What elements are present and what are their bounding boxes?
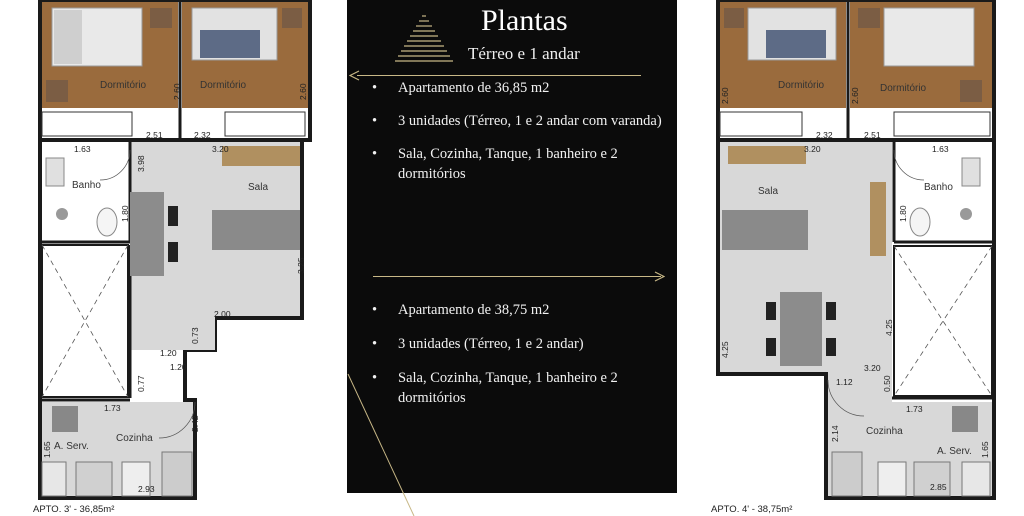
room-label-laundry: A. Serv.: [937, 446, 972, 457]
dimension: 4.25: [884, 319, 894, 336]
bullet-icon: •: [372, 80, 378, 96]
bullet-icon: •: [372, 113, 378, 129]
dimension: 3.25: [296, 257, 306, 274]
dimension: 3.98: [136, 155, 146, 172]
dimension: 1.80: [898, 205, 908, 222]
dimension: 2.60: [850, 87, 860, 104]
floor-plan-drawing: [708, 0, 1008, 516]
divider-arrow-right: [373, 276, 661, 277]
dimension: 1.80: [120, 205, 130, 222]
dimension: 2.14: [830, 425, 840, 442]
list-item: • 3 unidades (Térreo, 1 e 2 andar): [372, 336, 584, 352]
dimension: 2.42: [190, 415, 200, 432]
dimension: 0.50: [882, 375, 892, 392]
room-label-bedroom: Dormitório: [778, 80, 825, 91]
dimension: 3.20: [864, 363, 881, 373]
dimension: 1.73: [104, 403, 121, 413]
room-label-kitchen: Cozinha: [866, 426, 903, 437]
dimension: 1.65: [980, 441, 990, 458]
room-label-bath: Banho: [924, 182, 953, 193]
floor-plan-apto-3: [30, 0, 330, 516]
dimension: 1.73: [906, 404, 923, 414]
dimension: 2.60: [298, 83, 308, 100]
pointer-line: [340, 370, 430, 516]
dimension: 2.60: [172, 83, 182, 100]
panel-title: Plantas: [481, 4, 568, 37]
bullet-icon: •: [372, 146, 378, 162]
plan-caption: APTO. 4' - 38,75m²: [711, 504, 793, 515]
panel-subtitle: Térreo e 1 andar: [468, 44, 580, 63]
dimension: 3.20: [804, 144, 821, 154]
list-item: • Apartamento de 36,85 m2: [372, 80, 550, 96]
room-label-kitchen: Cozinha: [116, 433, 153, 444]
floor-plan-drawing: [30, 0, 330, 516]
dimension: 2.00: [214, 309, 231, 319]
arrow-left-icon: [349, 70, 361, 81]
bullet-icon: •: [372, 370, 378, 386]
dimension: 2.32: [816, 130, 833, 140]
list-item: • Sala, Cozinha, Tanque, 1 banheiro e 2 dormitórios: [372, 146, 618, 182]
dimension: 1.63: [932, 144, 949, 154]
room-label-bedroom: Dormitório: [880, 83, 927, 94]
list-item: • Sala, Cozinha, Tanque, 1 banheiro e 2 dormitórios: [372, 370, 618, 406]
dimension: 2.60: [720, 87, 730, 104]
bullet-icon: •: [372, 302, 378, 318]
dimension: 1.20: [170, 362, 187, 372]
apartment-3-features: [369, 78, 669, 197]
room-label-laundry: A. Serv.: [54, 441, 89, 452]
dimension: 2.93: [138, 484, 155, 494]
arrow-right-icon: [653, 271, 665, 282]
bullet-icon: •: [372, 336, 378, 352]
room-label-bath: Banho: [72, 180, 101, 191]
dimension: 1.12: [836, 377, 853, 387]
triangle-logo-icon: [391, 8, 457, 66]
room-label-bedroom: Dormitório: [100, 80, 147, 91]
floor-plan-apto-4: [708, 0, 1008, 516]
plan-caption: APTO. 3' - 36,85m²: [33, 504, 115, 515]
dimension: 1.63: [74, 144, 91, 154]
dimension: 2.32: [194, 130, 211, 140]
list-item: • Apartamento de 38,75 m2: [372, 302, 550, 318]
dimension: 3.20: [212, 144, 229, 154]
dimension: 1.65: [42, 441, 52, 458]
dimension: 0.73: [190, 327, 200, 344]
dimension: 2.51: [146, 130, 163, 140]
dimension: 4.25: [720, 341, 730, 358]
room-label-living: Sala: [248, 182, 269, 193]
dimension: 2.85: [930, 482, 947, 492]
divider-arrow-left: [357, 75, 641, 76]
dimension: 0.77: [136, 375, 146, 392]
dimension: 2.51: [864, 130, 881, 140]
dimension: 1.20: [160, 348, 177, 358]
list-item: • 3 unidades (Térreo, 1 e 2 andar com varanda): [372, 113, 662, 129]
room-label-bedroom: Dormitório: [200, 80, 247, 91]
room-label-living: Sala: [758, 186, 779, 197]
